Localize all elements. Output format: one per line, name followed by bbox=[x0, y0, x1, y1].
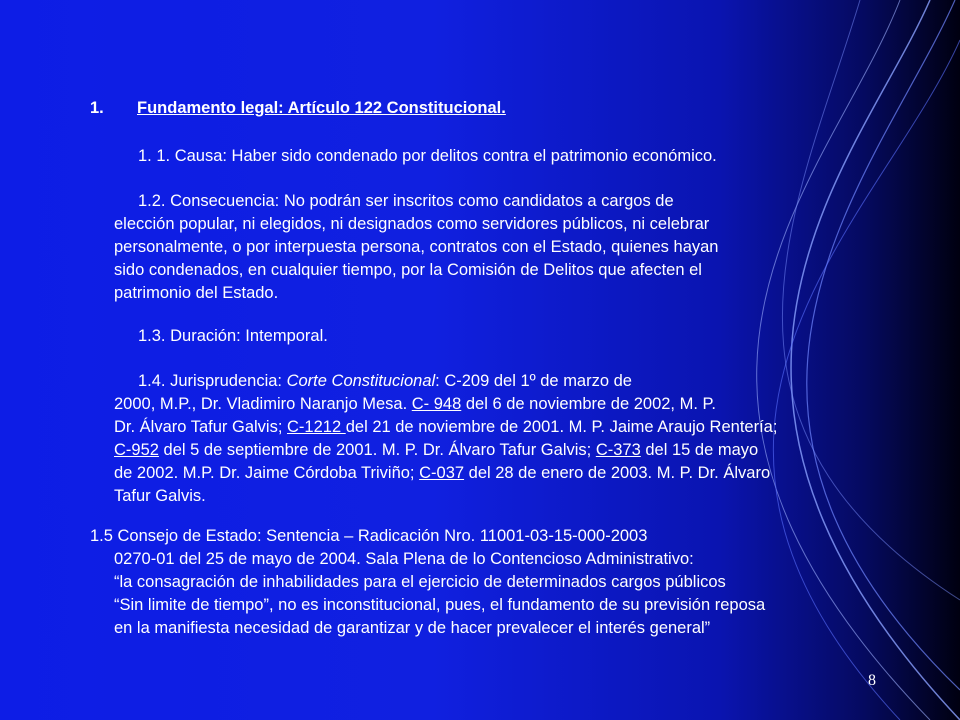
causa-line: 1. 1. Causa: Haber sido condenado por delitos contra el patrimonio económico. bbox=[138, 147, 717, 165]
consejo-line-4: “Sin limite de tiempo”, no es inconstitucional, pues, el fundamento de su previsión reposa bbox=[114, 596, 766, 614]
heading-text: Fundamento legal: Artículo 122 Constitucional. bbox=[137, 99, 506, 117]
jurisprudencia-line-2 bbox=[114, 393, 716, 417]
heading bbox=[90, 97, 506, 121]
juris-text: del 6 de noviembre de 2002, M. P. bbox=[461, 395, 716, 413]
juris-text: de 2002. M.P. Dr. Jaime Córdoba Triviño; bbox=[114, 464, 420, 482]
juris-text: del 5 de septiembre de 2001. M. P. Dr. Álvaro Tafur Galvis; bbox=[158, 441, 596, 459]
consecuencia-line-3: personalmente, o por interpuesta persona, contratos con el Estado, quienes hayan bbox=[114, 238, 719, 256]
sentence-link-c948[interactable]: C- 948 bbox=[411, 395, 462, 413]
consecuencia-line-5: patrimonio del Estado. bbox=[114, 284, 279, 302]
consecuencia-line-2: elección popular, ni elegidos, ni designados como servidores públicos, ni celebrar bbox=[114, 215, 710, 233]
jurisprudencia-line-5 bbox=[114, 462, 770, 486]
juris-text: Dr. Álvaro Tafur Galvis; bbox=[114, 418, 288, 436]
sentence-link-c1212[interactable]: C-1212 bbox=[287, 418, 346, 436]
jurisprudencia-line-6: Tafur Galvis. bbox=[114, 487, 206, 505]
heading-number: 1. bbox=[90, 99, 104, 117]
juris-text: del 15 de mayo bbox=[640, 441, 759, 459]
sentence-link-c952[interactable]: C-952 bbox=[114, 441, 159, 459]
juris-text: 1.4. Jurisprudencia: bbox=[138, 372, 287, 390]
juris-text: : C-209 del 1º de marzo de bbox=[435, 372, 632, 390]
juris-text: 2000, M.P., Dr. Vladimiro Naranjo Mesa. bbox=[114, 395, 412, 413]
juris-text: del 28 de enero de 2003. M. P. Dr. Álvaro bbox=[464, 464, 771, 482]
jurisprudencia-line-3 bbox=[114, 416, 777, 440]
juris-court: Corte Constitucional bbox=[286, 372, 436, 390]
jurisprudencia-line-4 bbox=[114, 439, 758, 463]
jurisprudencia-line-1 bbox=[138, 370, 632, 394]
juris-text: del 21 de noviembre de 2001. M. P. Jaime Araujo Rentería; bbox=[345, 418, 778, 436]
sentence-link-c037[interactable]: C-037 bbox=[419, 464, 465, 482]
consejo-line-5: en la manifiesta necesidad de garantizar y de hacer prevalecer el interés general” bbox=[114, 619, 711, 637]
consecuencia-line-4: sido condenados, en cualquier tiempo, por la Comisión de Delitos que afecten el bbox=[114, 261, 702, 279]
consejo-line-2: 0270-01 del 25 de mayo de 2004. Sala Plena de lo Contencioso Administrativo: bbox=[114, 550, 694, 568]
consejo-line-3: “la consagración de inhabilidades para el ejercicio de determinados cargos públicos bbox=[114, 573, 726, 591]
consejo-line-1: 1.5 Consejo de Estado: Sentencia – Radicación Nro. 11001-03-15-000-2003 bbox=[90, 527, 648, 545]
duracion-line: 1.3. Duración: Intemporal. bbox=[138, 327, 328, 345]
page-number: 8 bbox=[868, 672, 876, 689]
sentence-link-c373[interactable]: C-373 bbox=[595, 441, 641, 459]
consecuencia-line-1: 1.2. Consecuencia: No podrán ser inscritos como candidatos a cargos de bbox=[138, 192, 674, 210]
